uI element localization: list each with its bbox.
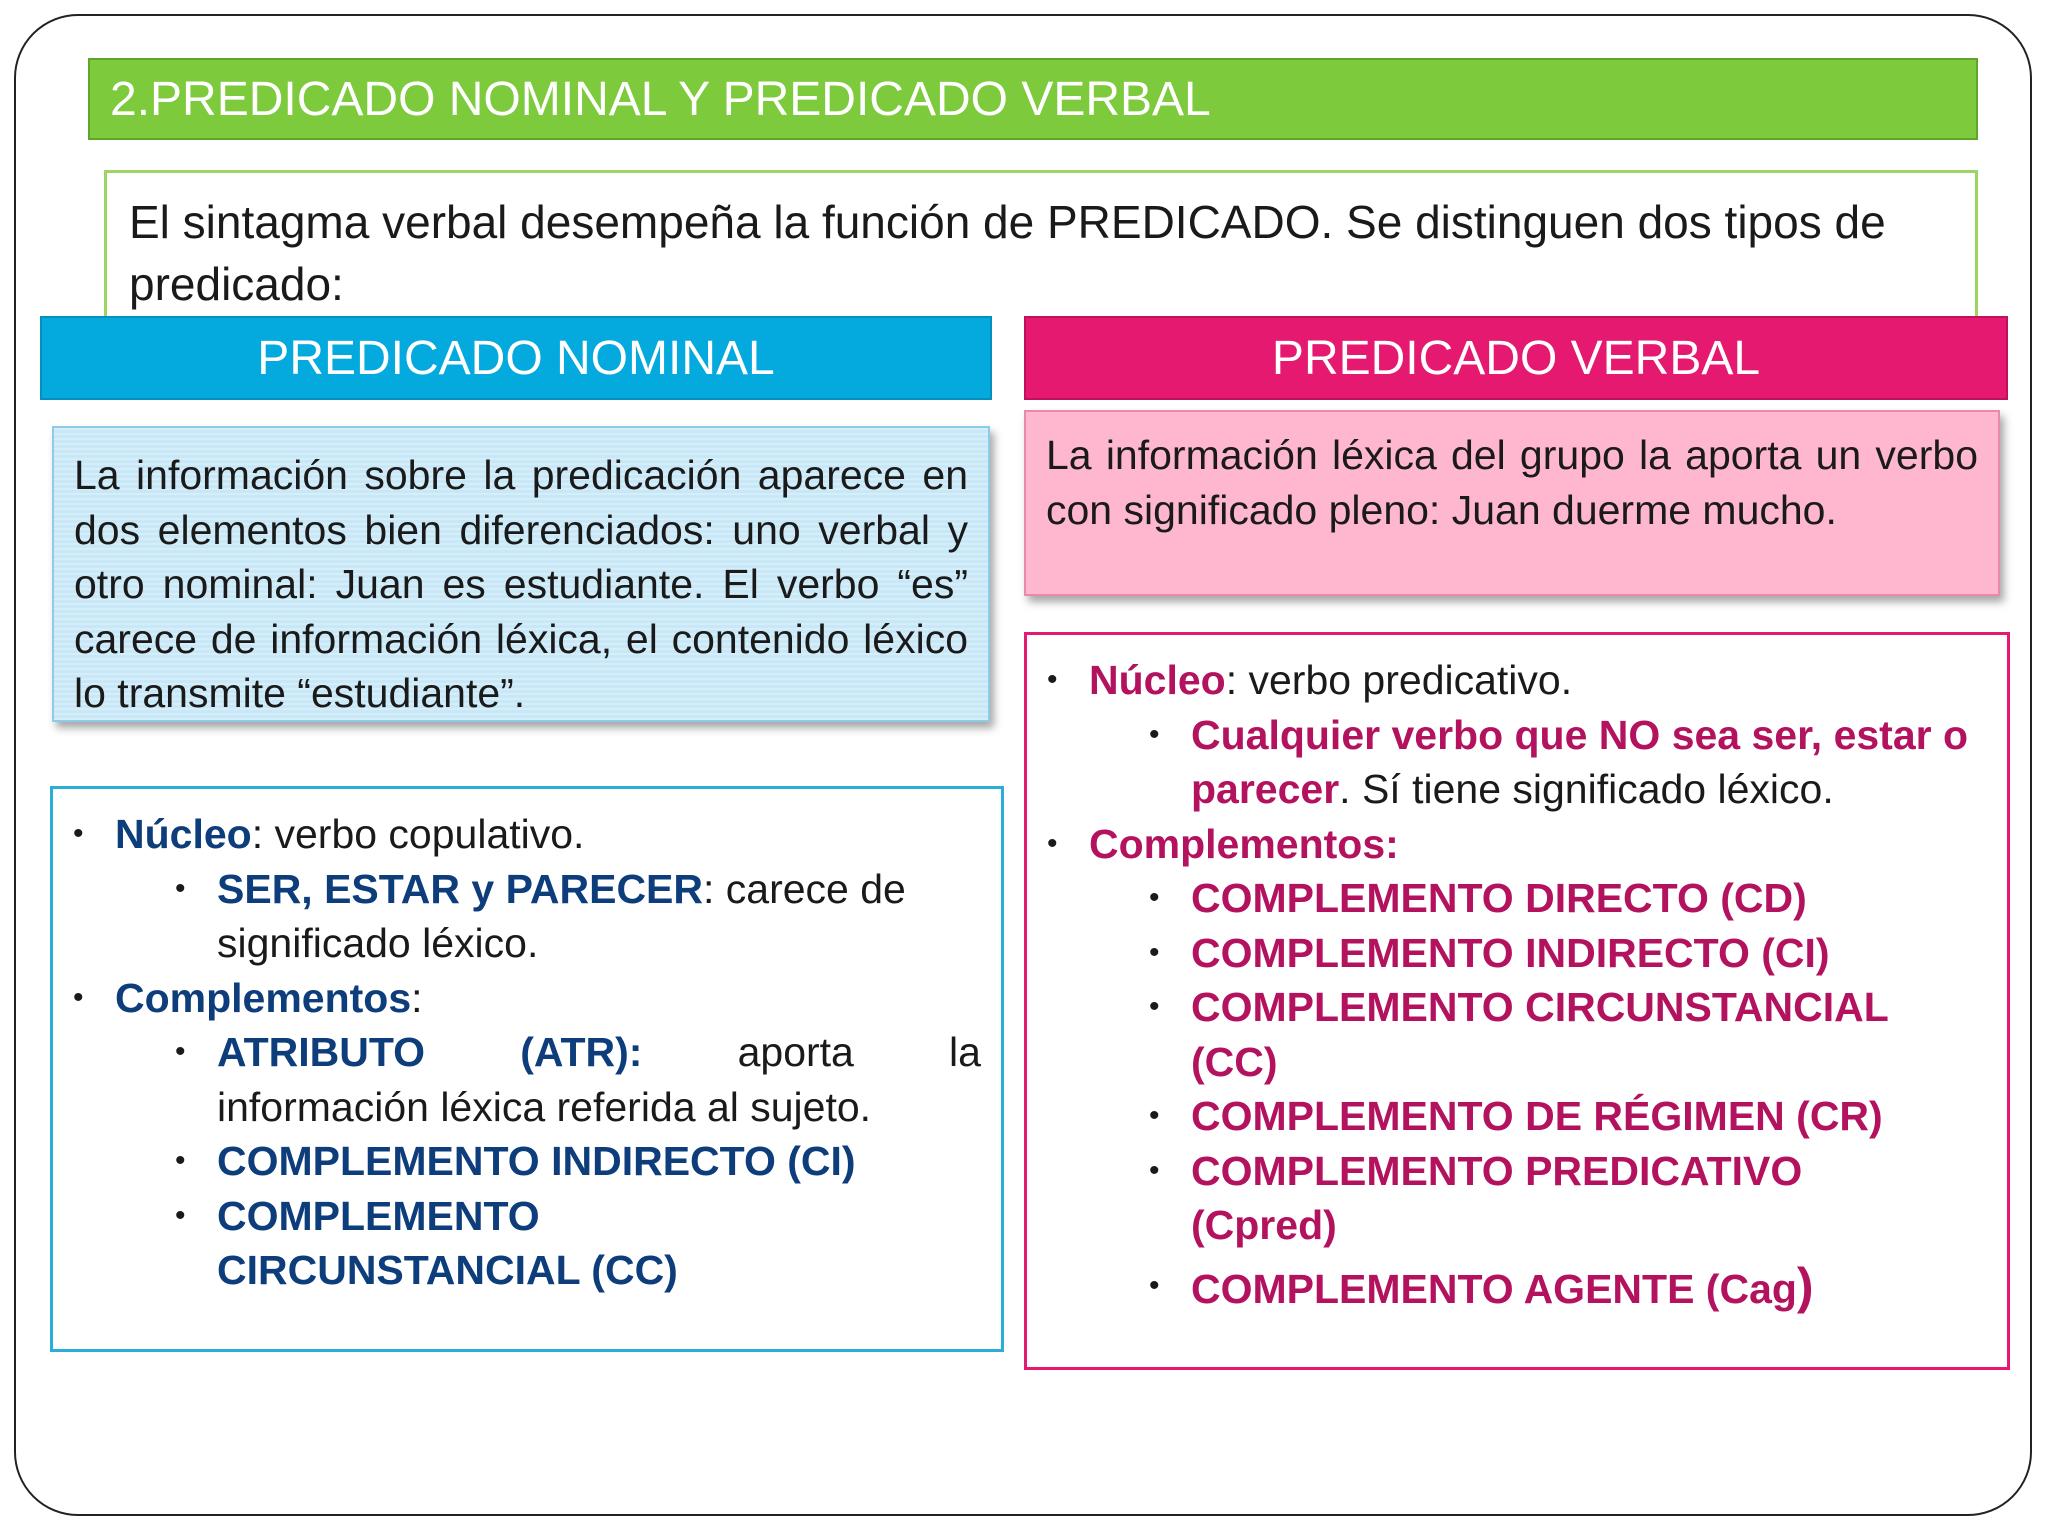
verbal-cualquier-item xyxy=(1027,708,1987,817)
verbal-description: La información léxica del grupo la aporta un verbo con significado pleno: Juan duerme mucho. xyxy=(1024,410,2000,596)
nominal-cc-item xyxy=(53,1189,981,1298)
verbal-header: PREDICADO VERBAL xyxy=(1024,316,2008,400)
bullet-icon: • xyxy=(1149,717,1160,751)
verbal-complement-item xyxy=(1027,1089,1987,1144)
verbal-agente-paren: ) xyxy=(1796,1257,1814,1314)
atributo-word: ATRIBUTO xyxy=(217,1029,426,1075)
nominal-nucleo-label: Núcleo xyxy=(115,811,252,857)
atributo-verb: aporta xyxy=(737,1029,854,1075)
nominal-atributo-line1 xyxy=(217,1025,981,1080)
verbal-agente-item xyxy=(1027,1259,1987,1317)
verbal-cualquier-label: Cualquier verbo que NO sea ser, estar o parecer xyxy=(1191,711,1969,812)
verbal-complement-label: COMPLEMENTO CIRCUNSTANCIAL (CC) xyxy=(1191,984,1888,1085)
nominal-atributo-item xyxy=(53,1025,981,1134)
atributo-abbr: (ATR): xyxy=(520,1029,643,1075)
bullet-icon: • xyxy=(1149,1099,1160,1132)
nominal-description: La información sobre la predicación aparece en dos elementos bien diferenciados: uno verbal y otro nominal: Juan es estudiante. El verbo “es” carece de información léxica, el contenido léxico lo transmite “estudiante”. xyxy=(52,426,990,722)
verbal-complementos-item xyxy=(1027,817,1987,872)
verbal-list xyxy=(1024,632,2010,1370)
nominal-nucleo-text: : verbo copulativo. xyxy=(251,811,585,857)
nominal-cc-label: COMPLEMENTO CIRCUNSTANCIAL (CC) xyxy=(217,1192,678,1293)
verbal-complementos-label: Complementos: xyxy=(1089,820,1399,867)
bullet-icon: • xyxy=(73,980,84,1014)
nominal-atributo-line2: información léxica referida al sujeto. xyxy=(217,1083,872,1130)
nominal-copulas-label: SER, ESTAR y PARECER xyxy=(217,865,704,912)
verbal-complement-item xyxy=(1027,980,1987,1089)
verbal-agente-label: COMPLEMENTO AGENTE (Cag xyxy=(1191,1265,1797,1312)
verbal-complement-item xyxy=(1027,871,1987,926)
nominal-ci-label: COMPLEMENTO INDIRECTO (CI) xyxy=(217,1138,856,1184)
verbal-complement-item xyxy=(1027,1144,1987,1253)
slide-title: 2.PREDICADO NOMINAL Y PREDICADO VERBAL xyxy=(88,58,1978,140)
nominal-list xyxy=(50,786,1004,1352)
nominal-nucleo-item xyxy=(53,807,981,862)
nominal-complementos-label: Complementos xyxy=(115,974,412,1021)
intro-text: El sintagma verbal desempeña la función de PREDICADO. Se distinguen dos tipos de predicado: xyxy=(104,170,1978,316)
bullet-icon: • xyxy=(175,871,186,905)
verbal-nucleo-item xyxy=(1027,653,1987,708)
verbal-complement-label: COMPLEMENTO DIRECTO (CD) xyxy=(1191,875,1807,921)
bullet-icon: • xyxy=(1149,935,1160,969)
bullet-icon: • xyxy=(1149,881,1160,914)
bullet-icon: • xyxy=(1149,1268,1160,1302)
verbal-complement-label: COMPLEMENTO DE RÉGIMEN (CR) xyxy=(1191,1093,1883,1139)
nominal-header: PREDICADO NOMINAL xyxy=(40,316,992,400)
bullet-icon: • xyxy=(73,817,84,850)
nominal-copulas-item xyxy=(53,862,981,971)
nominal-copulas-text: : carece de significado léxico. xyxy=(217,865,906,966)
verbal-nucleo-text: : verbo predicativo. xyxy=(1225,657,1573,703)
atributo-article: la xyxy=(949,1029,981,1075)
bullet-icon: • xyxy=(175,1035,186,1068)
verbal-complement-item xyxy=(1027,926,1987,981)
bullet-icon: • xyxy=(1149,1153,1160,1187)
bullet-icon: • xyxy=(1149,990,1160,1023)
nominal-complementos-item xyxy=(53,971,981,1026)
nominal-complementos-suffix: : xyxy=(411,974,423,1021)
verbal-complement-label: COMPLEMENTO INDIRECTO (CI) xyxy=(1191,929,1830,976)
nominal-ci-item xyxy=(53,1134,981,1189)
verbal-cualquier-text: . Sí tiene significado léxico. xyxy=(1339,766,1834,812)
bullet-icon: • xyxy=(1047,663,1058,696)
bullet-icon: • xyxy=(175,1198,186,1232)
bullet-icon: • xyxy=(1047,826,1058,860)
verbal-nucleo-label: Núcleo xyxy=(1089,657,1226,703)
verbal-complement-label: COMPLEMENTO PREDICATIVO (Cpred) xyxy=(1191,1147,1803,1248)
bullet-icon: • xyxy=(175,1144,186,1177)
